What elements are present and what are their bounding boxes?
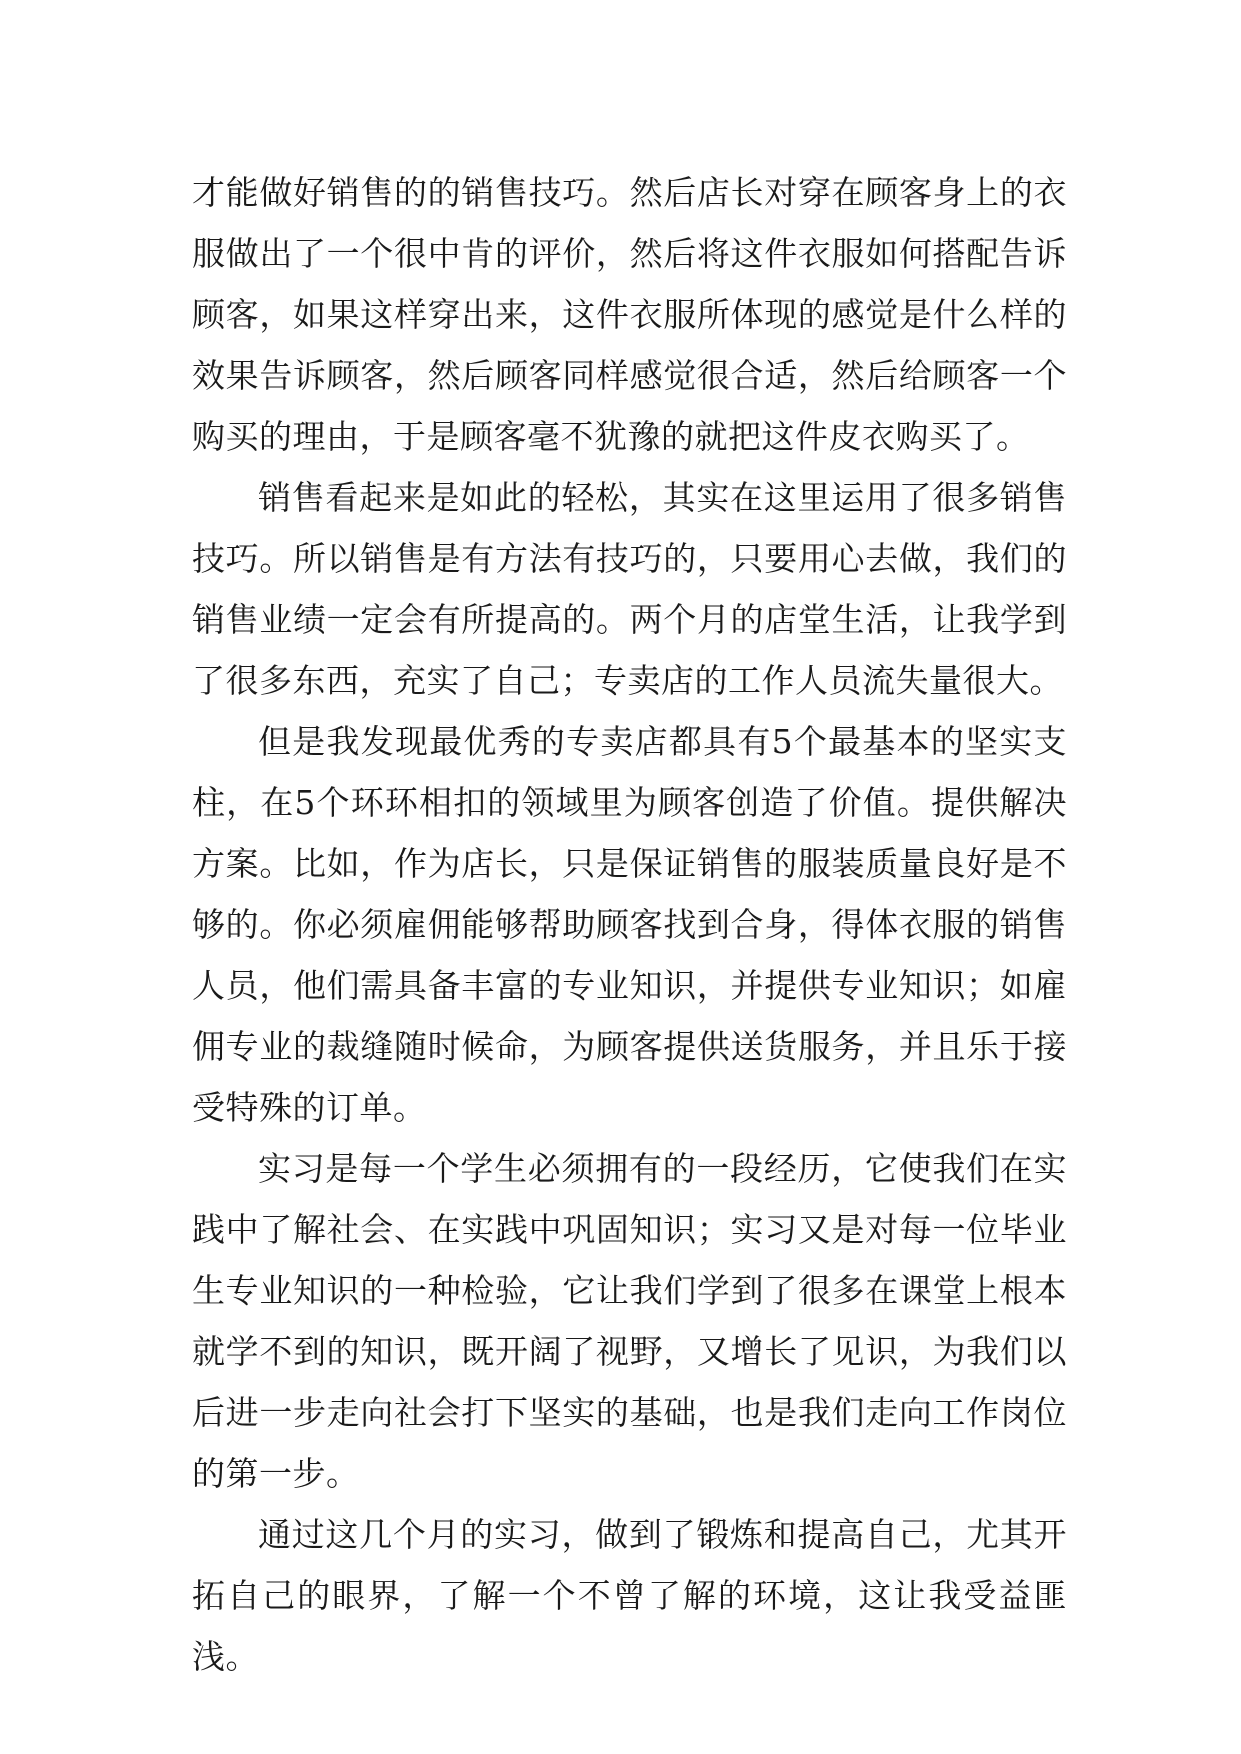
paragraph-1: 才能做好销售的的销售技巧。然后店长对穿在顾客身上的衣服做出了一个很中肯的评价，然后将这件衣服如何搭配告诉顾客，如果这样穿出来，这件衣服所体现的感觉是什么样的效果告诉顾客，然后顾客同样感觉很合适，然后给顾客一个购买的理由，于是顾客毫不犹豫的就把这件皮衣购买了。	[192, 173, 1067, 456]
document-body	[192, 162, 1067, 1687]
paragraph-4: 实习是每一个学生必须拥有的一段经历，它使我们在实践中了解社会、在实践中巩固知识；实习又是对每一位毕业生专业知识的一种检验，它让我们学到了很多在课堂上根本就学不到的知识，既开阔了视野，又增长了见识，为我们以后进一步走向社会打下坚实的基础，也是我们走向工作岗位的第一步。	[192, 1149, 1067, 1493]
paragraph-3: 但是我发现最优秀的专卖店都具有5个最基本的坚实支柱，在5个环环相扣的领域里为顾客创造了价值。提供解决方案。比如，作为店长，只是保证销售的服装质量良好是不够的。你必须雇佣能够帮助顾客找到合身，得体衣服的销售人员，他们需具备丰富的专业知识，并提供专业知识；如雇佣专业的裁缝随时候命，为顾客提供送货服务，并且乐于接受特殊的订单。	[192, 722, 1067, 1127]
paragraph-5: 通过这几个月的实习，做到了锻炼和提高自己，尤其开拓自己的眼界，了解一个不曾了解的环境，这让我受益匪浅。	[192, 1515, 1067, 1676]
paragraph-2: 销售看起来是如此的轻松，其实在这里运用了很多销售技巧。所以销售是有方法有技巧的，只要用心去做，我们的销售业绩一定会有所提高的。两个月的店堂生活，让我学到了很多东西，充实了自己；专卖店的工作人员流失量很大。	[192, 478, 1067, 700]
